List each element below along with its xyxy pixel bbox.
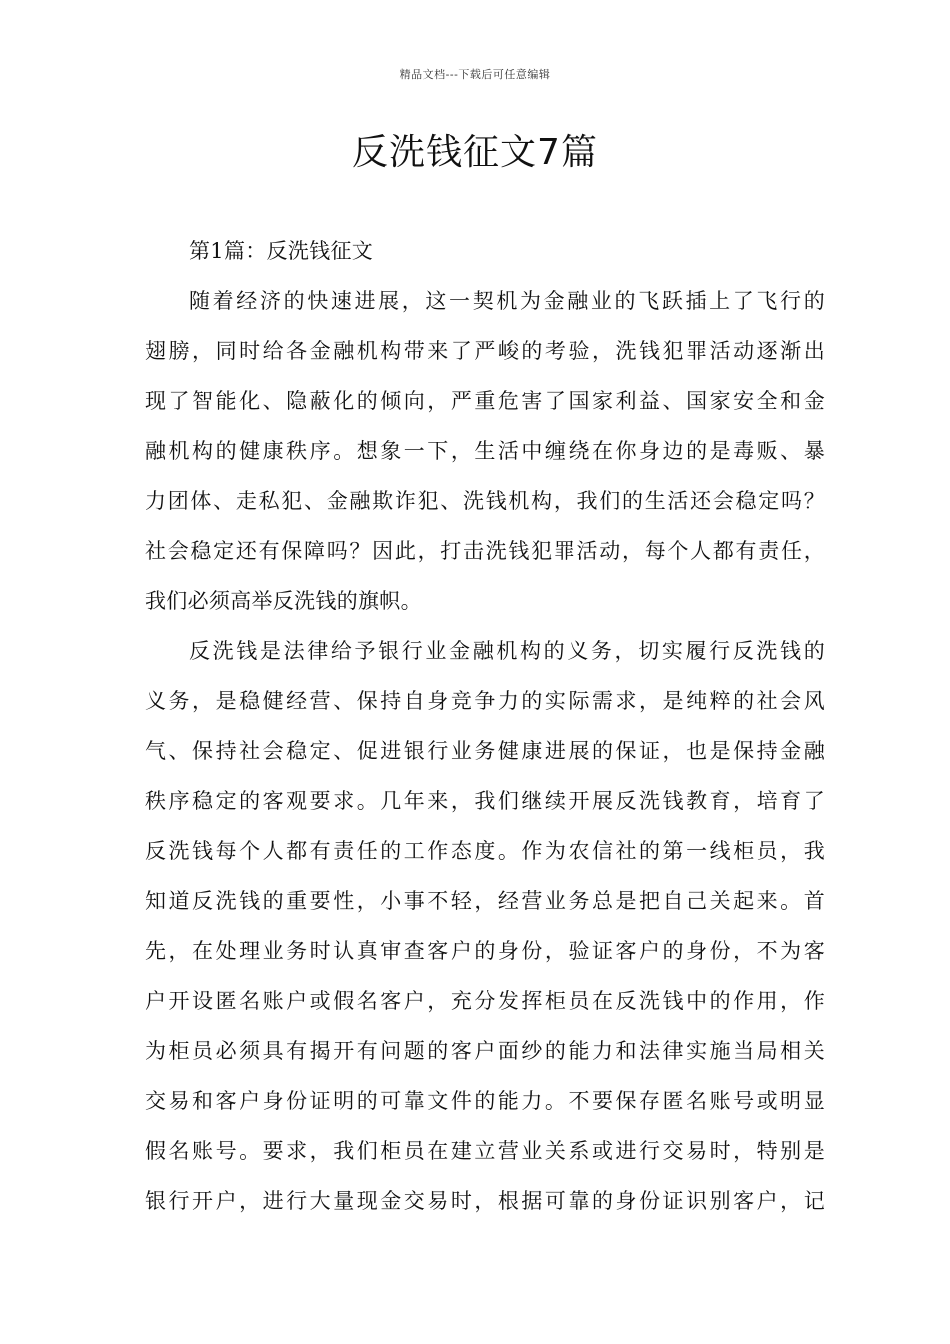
paragraph-line: 社会稳定还有保障吗？因此，打击洗钱犯罪活动，每个人都有责任， bbox=[145, 539, 825, 563]
paragraph-line: 假名账号。要求，我们柜员在建立营业关系或进行交易时，特别是 bbox=[145, 1139, 825, 1163]
paragraph-line: 为柜员必须具有揭开有问题的客户面纱的能力和法律实施当局相关 bbox=[145, 1039, 825, 1063]
paragraph bbox=[145, 626, 825, 1226]
paragraph-line: 我们必须高举反洗钱的旗帜。 bbox=[145, 589, 422, 613]
paragraph-line: 现了智能化、隐蔽化的倾向，严重危害了国家利益、国家安全和金 bbox=[145, 389, 825, 413]
paragraph-line: 知道反洗钱的重要性，小事不轻，经营业务总是把自己关起来。首 bbox=[145, 889, 825, 913]
paragraph-line: 秩序稳定的客观要求。几年来，我们继续开展反洗钱教育，培育了 bbox=[145, 789, 825, 813]
paragraph-line: 先，在处理业务时认真审查客户的身份，验证客户的身份，不为客 bbox=[145, 939, 825, 963]
paragraph-line: 融机构的健康秩序。想象一下，生活中缠绕在你身边的是毒贩、暴 bbox=[145, 439, 825, 463]
paragraph bbox=[145, 276, 825, 626]
paragraph-line: 力团体、走私犯、金融欺诈犯、洗钱机构，我们的生活还会稳定吗？ bbox=[145, 489, 825, 513]
paragraph-line: 随着经济的快速进展，这一契机为金融业的飞跃插上了飞行的 bbox=[189, 289, 825, 313]
section-heading: 第1篇：反洗钱征文 bbox=[189, 239, 374, 263]
paragraph-line: 银行开户，进行大量现金交易时，根据可靠的身份证识别客户，记 bbox=[145, 1189, 825, 1213]
document-body bbox=[145, 226, 825, 1226]
paragraph-line: 义务，是稳健经营、保持自身竞争力的实际需求，是纯粹的社会风 bbox=[145, 689, 825, 713]
document-title: 反洗钱征文7篇 bbox=[352, 132, 598, 173]
paragraph-line: 反洗钱每个人都有责任的工作态度。作为农信社的第一线柜员，我 bbox=[145, 839, 825, 863]
paragraph-line: 反洗钱是法律给予银行业金融机构的义务，切实履行反洗钱的 bbox=[189, 639, 825, 663]
paragraph-line: 交易和客户身份证明的可靠文件的能力。不要保存匿名账号或明显 bbox=[145, 1089, 825, 1113]
page-header-note: 精品文档---下载后可任意编辑 bbox=[399, 68, 551, 81]
paragraph-line: 气、保持社会稳定、促进银行业务健康进展的保证，也是保持金融 bbox=[145, 739, 825, 763]
paragraph-line: 翅膀，同时给各金融机构带来了严峻的考验，洗钱犯罪活动逐渐出 bbox=[145, 339, 825, 363]
paragraph-line: 户开设匿名账户或假名客户，充分发挥柜员在反洗钱中的作用，作 bbox=[145, 989, 825, 1013]
